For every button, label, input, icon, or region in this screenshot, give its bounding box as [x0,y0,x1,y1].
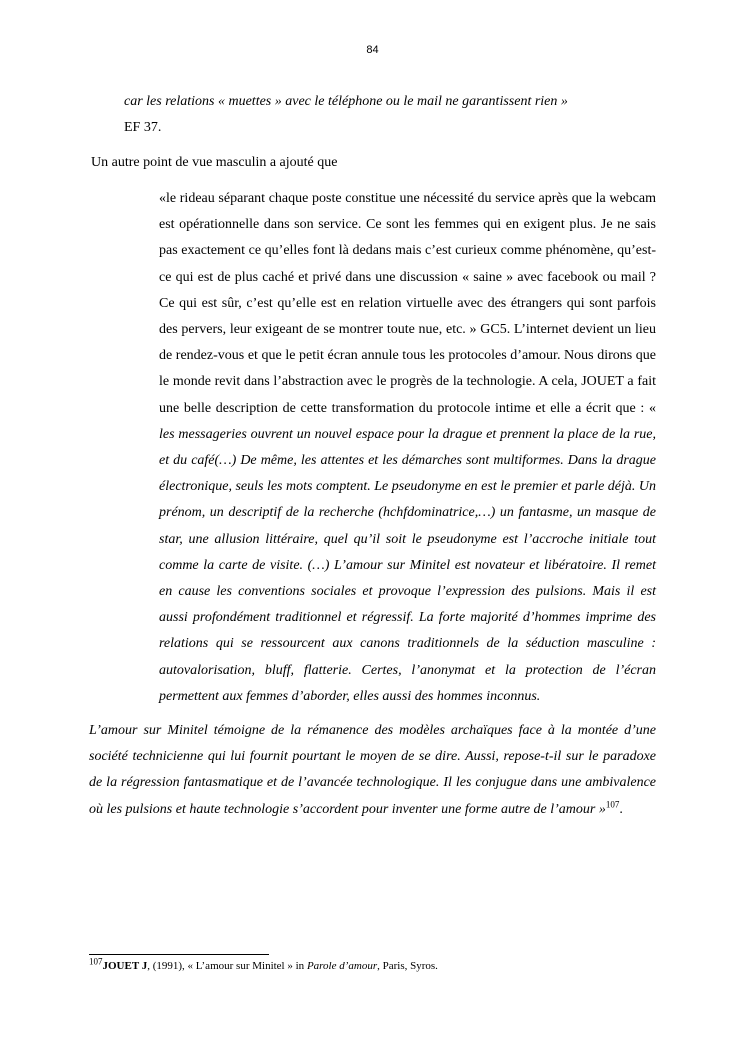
block-quote [124,89,664,141]
paragraph-2-italic-quote: L’amour sur Minitel témoigne de la rémanence des modèles archaïques face à la montée d’une société technicienne qui lui fournit pourtant le moyen de se dire. Aussi, repose-t-il sur le paradoxe de la régression fantasmatique et de l’avancée technologique. Il les conjugue dans une ambivalence où les pulsions et haute technologie s’accordent pour inventer une forme autre de l’amour » [89,723,656,817]
footnote-publisher: , Paris, Syros. [377,960,438,972]
paragraph-2-end: . [619,801,623,817]
quote-text: car les relations « muettes » avec le téléphone ou le mail ne garantissent rien » [124,94,568,109]
paragraph-1-plain: «le rideau séparant chaque poste constitue une nécessité du service après que la webcam est opérationnelle dans son service. Ce sont les femmes qui en exigent plus. Je ne sais pas exactement ce qu’elles font là dedans mais c’est curieux comme phénomène, qu’est-ce qui est de plus caché et privé dans une discussion « saine » avec facebook ou mail ? Ce qui est sûr, c’est qu’elle est en relation virtuelle avec des étrangers qui sont parfois des pervers, leur exigeant de se montrer toute nue, etc. » GC5. L’internet devient un lieu de rendez-vous et que le petit écran annule tous les protocoles d’amour. Nous dirons que le monde revit dans l’abstraction avec le progrès de la technologie. A cela, JOUET a fait une belle description de cette transformation du protocole intime et elle a écrit que : « [159,191,656,416]
paragraph-2 [89,718,656,823]
paragraph-1-italic-quote: les messageries ouvrent un nouvel espace pour la drague et prennent la place de la rue, et du café(…) De même, les attentes et les démarches sont multiformes. Dans la drague électronique, seuls les mots comptent. Le pseudonyme en est le premier et parle déjà. Un prénom, un descriptif de la recherche (hchfdominatrice,…) un fantasme, un masque de star, une allusion littéraire, quel qu’il soit le pseudonyme est l’accroche initiale tout comme la carte de visite. (…) L’amour sur Minitel est novateur et libératoire. Il remet en cause les conventions sociales et provoque l’expression des pulsions. Mais il est aussi profondément traditionnel et régressif. La forte majorité d’hommes imprime des relations qui se ressourcent aux canons traditionnels de la séduction masculine : autovalorisation, bluff, flatterie. Certes, l’anonymat et la protection de l’écran permettent aux femmes d’aborder, elles aussi des hommes inconnus. [159,426,657,704]
footnote-separator [89,954,269,955]
footnote-number: 107 [89,956,103,967]
footnote-text: , (1991), « L’amour sur Minitel » in [147,960,307,972]
paragraph-1 [89,186,656,710]
footnote [89,956,438,972]
page-number: 84 [366,44,379,56]
footnote-reference[interactable]: 107 [605,799,620,810]
footnote-title: Parole d’amour [306,960,378,972]
intro-sentence: Un autre point de vue masculin a ajouté que [91,155,338,170]
quote-reference: EF 37. [124,120,162,135]
body-text [89,186,656,823]
footnote-author: JOUET J [102,960,148,972]
